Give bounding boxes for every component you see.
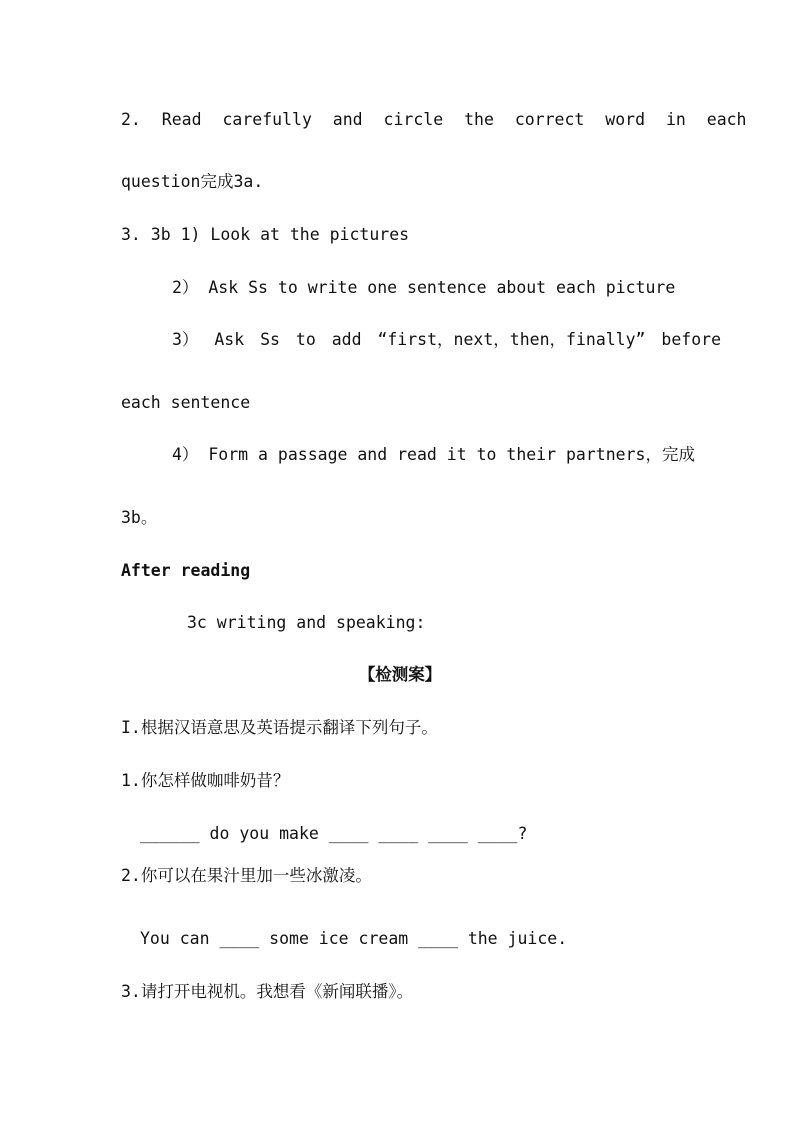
answer-1-blanks: ______ do you make ____ ____ ____ ____? xyxy=(140,824,528,843)
writing-speaking-line: 3c writing and speaking: xyxy=(187,613,426,632)
substep-4-continuation: 3b。 xyxy=(121,508,158,527)
step-3-line: 3. 3b 1) Look at the pictures xyxy=(121,225,410,244)
question-2: 2.你可以在果汁里加一些冰激凌。 xyxy=(121,866,372,885)
question-3: 3.请打开电视机。我想看《新闻联播》。 xyxy=(121,982,414,1001)
substep-4-line: 4） Form a passage and read it to their partners，完成 xyxy=(172,445,695,464)
question-1: 1.你怎样做咖啡奶昔？ xyxy=(121,771,290,790)
substep-3-continuation: each sentence xyxy=(121,393,251,412)
step-2-line: 2. Read carefully and circle the correct word in each xyxy=(121,110,747,129)
substep-2-line: 2） Ask Ss to write one sentence about each picture xyxy=(172,278,676,297)
section-title: 【检测案】 xyxy=(358,665,442,684)
after-reading-heading: After reading xyxy=(121,561,251,580)
instruction-line: I.根据汉语意思及英语提示翻译下列句子。 xyxy=(121,718,438,737)
step-2-continuation: question完成3a. xyxy=(121,172,264,191)
answer-2-blanks: You can ____ some ice cream ____ the juice. xyxy=(140,929,568,948)
substep-3-line: 3） Ask Ss to add “first，next，then，finally” before xyxy=(172,330,722,349)
